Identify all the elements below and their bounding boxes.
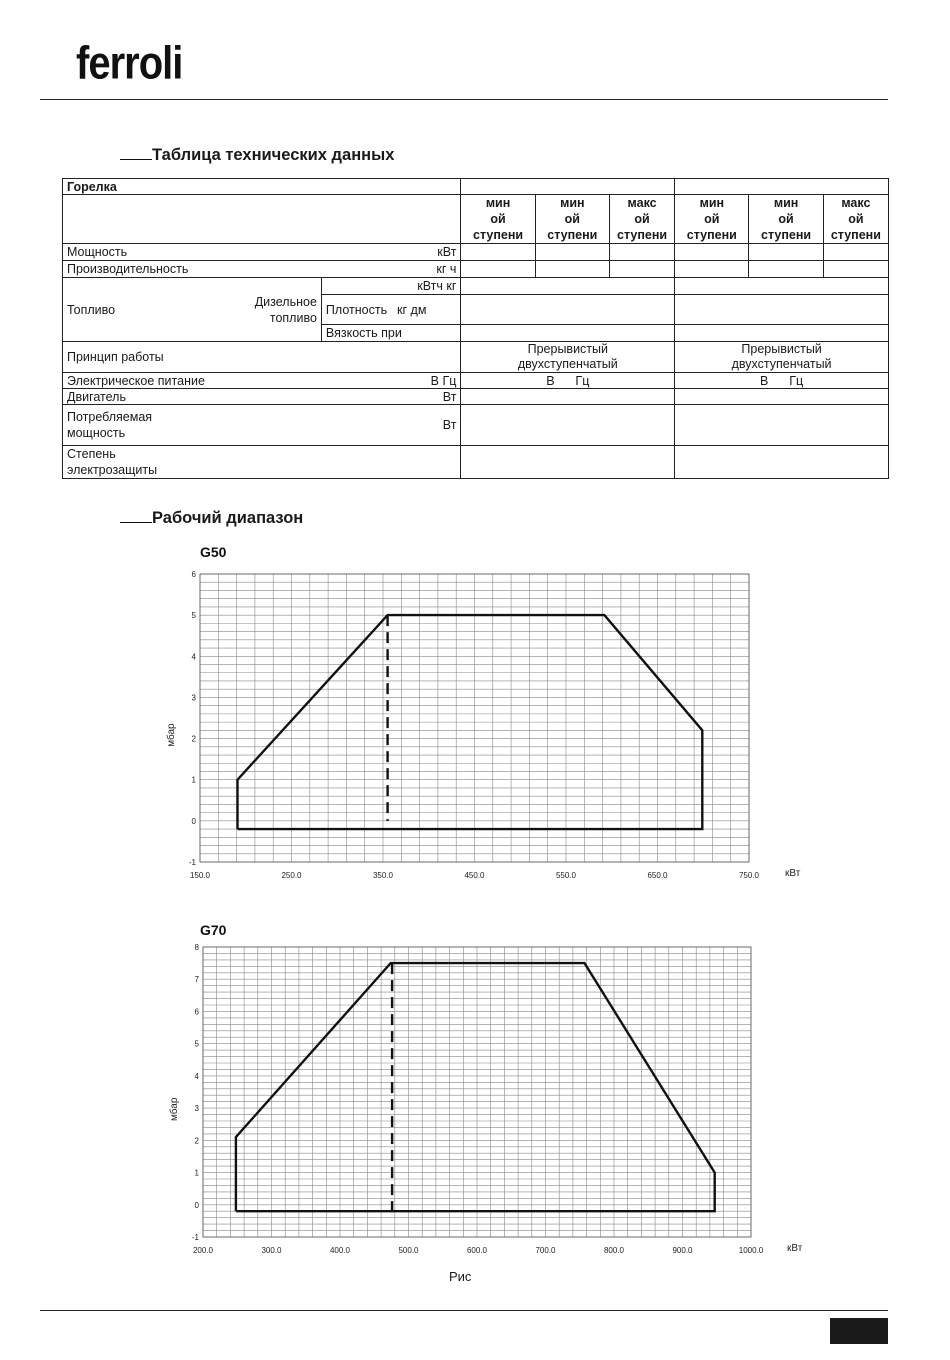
stage-header: мин ой ступени	[461, 195, 535, 244]
chart-title: G70	[200, 922, 227, 938]
x-tick-label: 250.0	[281, 871, 302, 880]
electric-row: Электрическое питание В Гц	[63, 373, 461, 389]
figure-caption: Рис	[449, 1269, 472, 1284]
grid	[203, 947, 751, 1237]
ferroli-logo: ferroli	[76, 38, 183, 89]
x-tick-label: 800.0	[603, 1246, 625, 1255]
x-tick-label: 350.0	[372, 871, 394, 880]
y-tick-label: -1	[191, 1233, 199, 1242]
viscosity-cell: Вязкость при	[321, 325, 461, 342]
stage-header: мин ой ступени	[675, 195, 749, 244]
y-tick-label: 4	[191, 652, 196, 662]
y-tick-label: 8	[194, 943, 199, 952]
y-tick-label: 2	[191, 734, 196, 744]
x-tick-label: 200.0	[192, 1246, 214, 1255]
stage-header: макс ой ступени	[609, 195, 674, 244]
y-tick-label: 0	[191, 816, 196, 826]
x-tick-label: 700.0	[535, 1246, 556, 1255]
stage-header: макс ой ступени	[823, 195, 888, 244]
header-rule	[40, 99, 888, 100]
tech-data-table	[62, 178, 889, 479]
y-tick-label: 1	[191, 775, 196, 785]
x-tick-label: 750.0	[738, 871, 760, 880]
x-tick-label: 500.0	[398, 1246, 419, 1255]
x-tick-label: 900.0	[672, 1246, 693, 1255]
protection-row: Степень электрозащиты	[63, 446, 461, 479]
y-tick-label: 4	[194, 1071, 199, 1081]
x-tick-label: 1000.0	[738, 1246, 764, 1255]
y-tick-label: 6	[191, 570, 196, 579]
range-heading: Рабочий диапазон	[120, 508, 303, 528]
x-tick-label: 550.0	[555, 871, 577, 880]
fuel-label: Топливо	[63, 278, 244, 342]
calorific-unit: кВтч кг	[321, 278, 461, 295]
fuel-type: Дизельное топливо	[243, 278, 321, 342]
electric-value: В Гц	[675, 373, 889, 389]
g50-chart	[150, 540, 830, 890]
stage-header: мин ой ступени	[749, 195, 823, 244]
g70-chart	[150, 918, 830, 1268]
electric-value: В Гц	[461, 373, 675, 389]
y-axis-label: мбар	[169, 1097, 180, 1121]
stage-header: мин ой ступени	[535, 195, 609, 244]
working-range-outline	[236, 963, 715, 1211]
table-heading: Таблица технических данных	[120, 145, 394, 165]
y-axis-label: мбар	[166, 723, 177, 747]
density-cell: Плотность кг дм	[321, 295, 461, 325]
y-tick-label: 0	[194, 1200, 199, 1210]
consumption-row: Потребляемая мощность Вт	[63, 405, 461, 446]
productivity-row: Производительность кг ч	[63, 261, 461, 278]
x-tick-label: 300.0	[261, 1246, 282, 1255]
chart-title: G50	[200, 544, 227, 560]
y-tick-label: 5	[194, 1039, 199, 1049]
y-tick-label: 2	[194, 1136, 199, 1146]
y-tick-label: 1	[194, 1168, 199, 1178]
y-tick-label: 6	[194, 1007, 199, 1017]
operation-value: Прерывистый двухступенчатый	[675, 342, 889, 373]
x-tick-label: 650.0	[647, 871, 668, 880]
power-row: Мощность кВт	[63, 244, 461, 261]
y-tick-label: 5	[191, 611, 196, 621]
x-tick-label: 600.0	[466, 1246, 488, 1255]
page-number-box	[830, 1318, 888, 1344]
y-tick-label: 3	[194, 1104, 199, 1114]
burner-label: Горелка	[63, 179, 461, 195]
x-tick-label: 450.0	[464, 871, 485, 880]
operation-value: Прерывистый двухступенчатый	[461, 342, 675, 373]
x-axis-label: кВт	[787, 1243, 803, 1254]
x-tick-label: 150.0	[189, 871, 211, 880]
y-tick-label: 3	[191, 693, 196, 703]
footer-rule	[40, 1310, 888, 1311]
y-tick-label: -1	[188, 858, 196, 867]
x-tick-label: 400.0	[329, 1246, 351, 1255]
operation-label: Принцип работы	[63, 342, 461, 373]
x-axis-label: кВт	[785, 868, 801, 879]
motor-row: Двигатель Вт	[63, 389, 461, 405]
grid	[200, 574, 749, 862]
y-tick-label: 7	[194, 975, 199, 985]
